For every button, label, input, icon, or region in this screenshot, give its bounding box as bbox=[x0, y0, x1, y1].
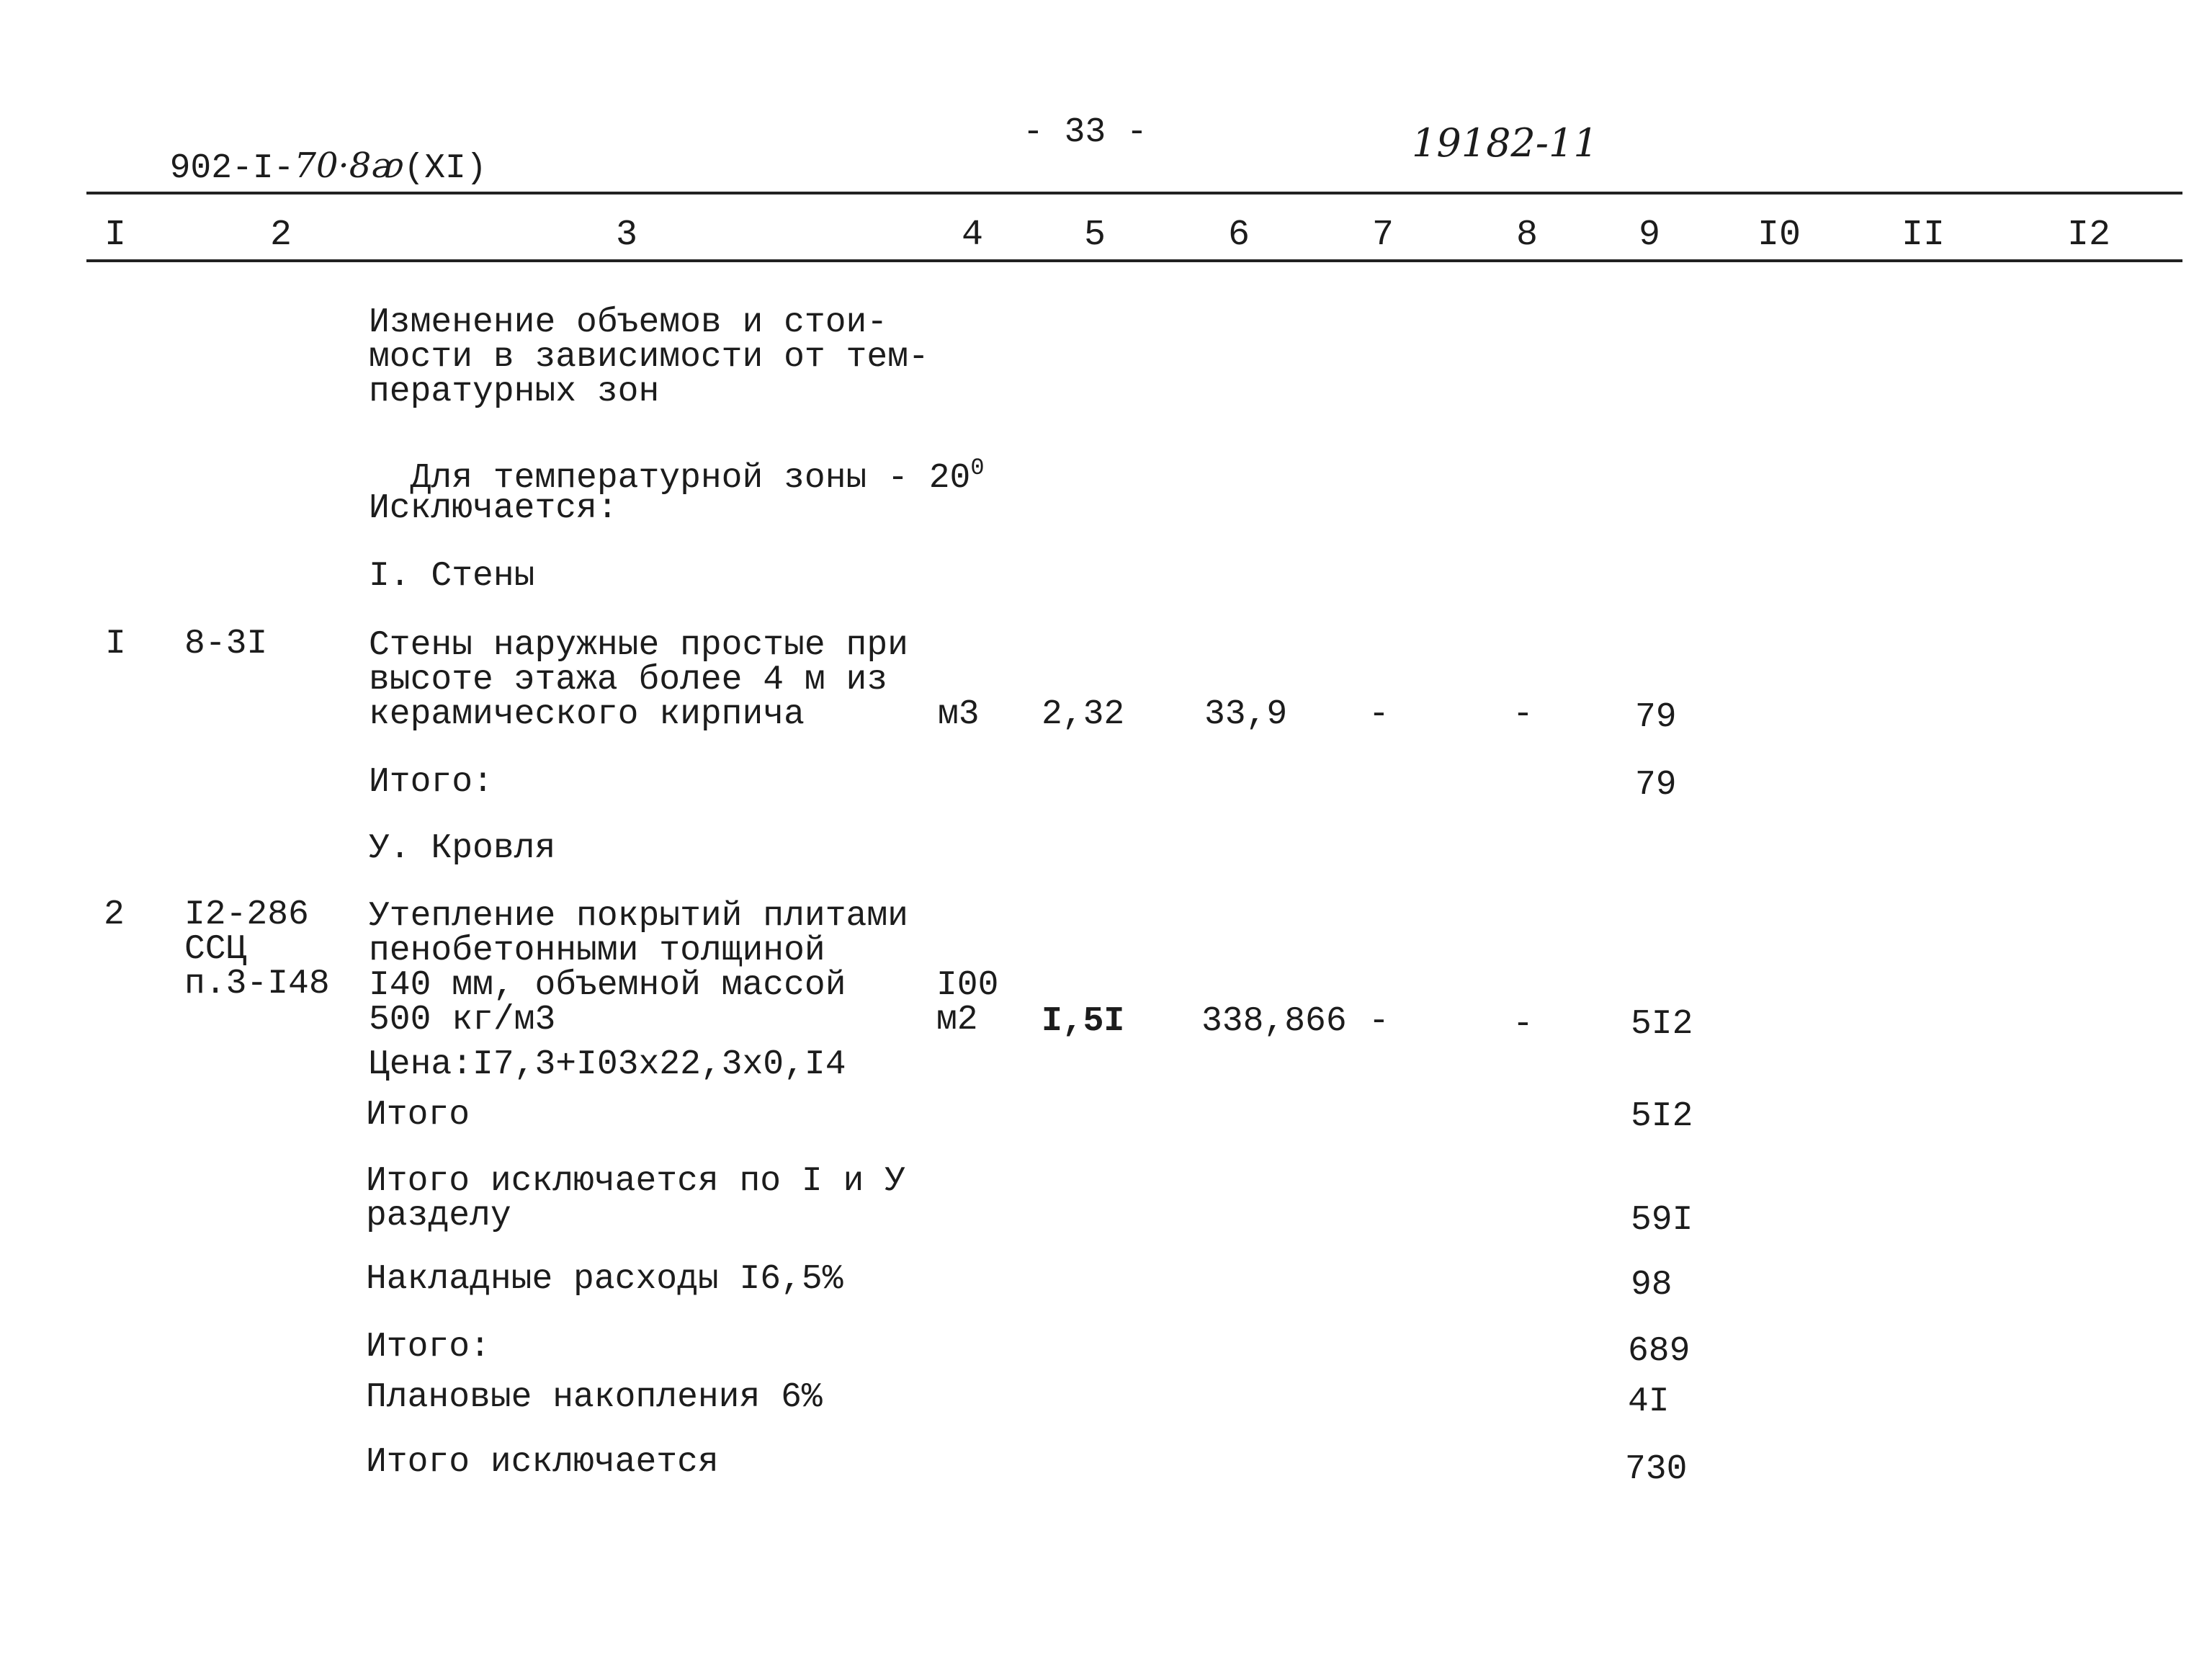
section-1-title: I. Стены bbox=[369, 557, 535, 596]
row-1-description-3: керамического кирпича bbox=[369, 695, 805, 734]
row-1-col-8: - bbox=[1513, 695, 1533, 734]
row-2-unit-price: 338,866 bbox=[1201, 1002, 1347, 1041]
column-header-12: I2 bbox=[2067, 215, 2110, 256]
row-2-quantity: I,5I bbox=[1042, 1002, 1125, 1041]
reference-number: 19182-11 bbox=[1412, 120, 1598, 166]
row-2-code-1: I2-286 bbox=[184, 895, 309, 934]
excluded-total-label-1: Итого исключается по I и У bbox=[366, 1162, 905, 1201]
row-2-description-4: 500 кг/м3 bbox=[369, 1001, 556, 1039]
row-1-description-1: Стены наружные простые при bbox=[369, 626, 908, 665]
row-2-col-8: - bbox=[1513, 1005, 1533, 1044]
row-1-number: I bbox=[105, 625, 126, 663]
temperature-zone-degree: 0 bbox=[970, 455, 985, 481]
row-2-description-1: Утепление покрытий плитами bbox=[369, 897, 908, 936]
row-1-quantity: 2,32 bbox=[1042, 695, 1125, 734]
column-header-5: 5 bbox=[1083, 215, 1106, 256]
document-code bbox=[128, 114, 487, 186]
column-header-6: 6 bbox=[1227, 215, 1250, 256]
row-1-total: 79 bbox=[1635, 698, 1677, 737]
row-1-unit: м3 bbox=[938, 695, 980, 734]
subtotal-3-label: Итого: bbox=[366, 1328, 491, 1367]
row-1-unit-price: 33,9 bbox=[1204, 695, 1288, 734]
grand-total-value: 730 bbox=[1625, 1450, 1688, 1489]
column-header-9: 9 bbox=[1638, 215, 1660, 256]
planned-savings-value: 4I bbox=[1628, 1382, 1670, 1421]
column-header-2: 2 bbox=[269, 215, 292, 256]
temperature-zone-text: Для температурной зоны - 20 bbox=[410, 459, 971, 498]
planned-savings-label: Плановые накопления 6% bbox=[366, 1378, 823, 1417]
row-2-description-3: I40 мм, объемной массой bbox=[369, 966, 846, 1005]
excluded-total-value: 59I bbox=[1631, 1201, 1693, 1240]
subtotal-2-label: Итого bbox=[366, 1096, 470, 1135]
overhead-value: 98 bbox=[1631, 1266, 1673, 1305]
row-2-price-note: Цена:I7,3+I03x22,3x0,I4 bbox=[369, 1045, 846, 1084]
section-5-title: У. Кровля bbox=[369, 829, 556, 868]
row-2-unit-1: I00 bbox=[936, 966, 999, 1005]
excluded-total-label-2: разделу bbox=[366, 1197, 511, 1235]
temperature-zone bbox=[369, 426, 985, 496]
intro-line-2: мости в зависимости от тем- bbox=[369, 338, 929, 377]
column-header-10: I0 bbox=[1757, 215, 1801, 256]
row-2-code-2: ССЦ bbox=[184, 930, 247, 969]
column-header-3: 3 bbox=[615, 215, 637, 256]
column-header-11: II bbox=[1901, 215, 1945, 256]
header-top-rule bbox=[86, 192, 2182, 194]
page-number: - 33 - bbox=[1023, 113, 1147, 152]
column-header-7: 7 bbox=[1371, 215, 1394, 256]
document-code-suffix: (XI) bbox=[403, 149, 487, 188]
excluded-label: Исключается: bbox=[369, 489, 618, 528]
column-header-1: I bbox=[104, 215, 126, 256]
overhead-label: Накладные расходы I6,5% bbox=[366, 1260, 843, 1299]
grand-total-label: Итого исключается bbox=[366, 1443, 719, 1482]
row-2-description-2: пенобетонными толщиной bbox=[369, 931, 825, 970]
subtotal-2-value: 5I2 bbox=[1631, 1097, 1693, 1136]
column-header-4: 4 bbox=[961, 215, 983, 256]
subtotal-1-value: 79 bbox=[1635, 766, 1677, 805]
column-header-8: 8 bbox=[1515, 215, 1538, 256]
row-1-col-7: - bbox=[1369, 695, 1389, 734]
row-2-col-7: - bbox=[1369, 1002, 1389, 1041]
row-2-total: 5I2 bbox=[1631, 1005, 1693, 1044]
document-code-printed: 902-I- bbox=[169, 149, 295, 188]
document-code-handwritten: 70·8ᴂ bbox=[294, 146, 404, 186]
subtotal-1-label: Итого: bbox=[369, 763, 493, 802]
subtotal-3-value: 689 bbox=[1628, 1332, 1691, 1371]
header-bottom-rule bbox=[86, 259, 2182, 262]
row-1-description-2: высоте этажа более 4 м из bbox=[369, 661, 888, 699]
row-2-code-3: п.3-I48 bbox=[184, 965, 330, 1003]
row-1-code: 8-3I bbox=[184, 625, 268, 663]
intro-line-1: Изменение объемов и стои- bbox=[369, 303, 888, 342]
row-2-number: 2 bbox=[104, 895, 125, 934]
row-2-unit-2: м2 bbox=[936, 1001, 978, 1039]
intro-line-3: пературных зон bbox=[369, 372, 660, 411]
